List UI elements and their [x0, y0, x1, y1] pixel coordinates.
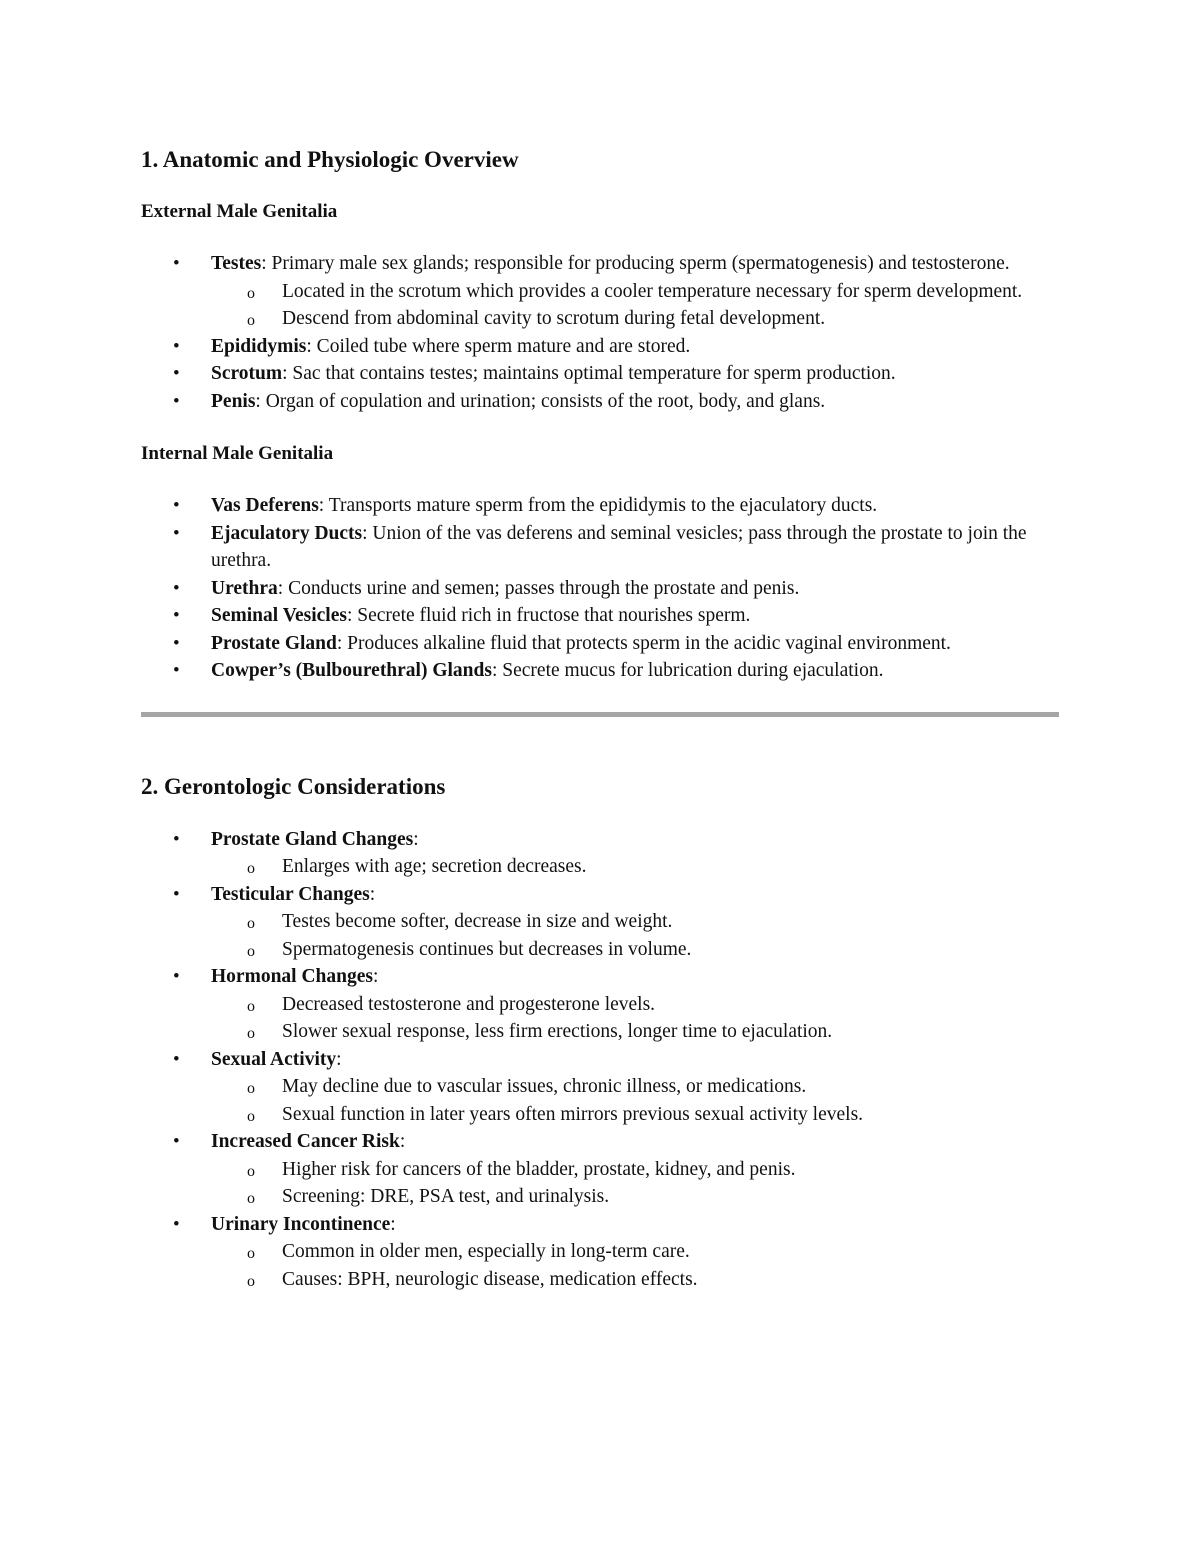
term: Epididymis	[211, 335, 307, 357]
list-item	[141, 575, 1059, 603]
term: Cowper’s (Bulbourethral) Glands	[211, 660, 492, 681]
bullet-icon: •	[173, 883, 180, 905]
definition: : Primary male sex glands; responsible for producing sperm (spermatogenesis) and testosterone.	[261, 253, 1010, 274]
sub-bullet-icon: o	[247, 1162, 255, 1180]
term: Penis	[211, 390, 256, 412]
term: Seminal Vesicles	[211, 605, 347, 626]
definition: : Sac that contains testes; maintains optimal temperature for sperm production.	[282, 363, 896, 384]
sub-bullet-icon: o	[247, 1080, 255, 1097]
sub-list	[211, 1073, 1059, 1128]
bullet-icon: •	[173, 253, 180, 274]
list-item: • Prostate Gland Changes: o Enlarges with age; secretion decreases.	[141, 826, 1059, 881]
sub-bullet-icon: o	[247, 915, 255, 932]
sub-list-item: o Slower sexual response, less firm erections, longer time to ejaculation.	[211, 1018, 1059, 1046]
list-item	[141, 333, 1059, 361]
term: Vas Deferens	[211, 495, 319, 516]
internal-genitalia-list	[141, 492, 1059, 685]
bullet-icon: •	[173, 577, 180, 599]
sub-list	[211, 908, 1059, 963]
sub-bullet-icon: o	[247, 1245, 255, 1262]
sub-list-item: o May decline due to vascular issues, chronic illness, or medications.	[211, 1073, 1059, 1101]
list-item	[141, 388, 1059, 416]
sub-bullet-icon: o	[247, 1190, 255, 1207]
bullet-icon: •	[173, 1048, 180, 1070]
sub-list	[211, 278, 1059, 333]
bullet-icon: •	[173, 632, 180, 654]
subheading-internal-genitalia: Internal Male Genitalia	[141, 443, 334, 464]
subheading-external-genitalia: External Male Genitalia	[141, 201, 338, 222]
sub-bullet-icon: o	[247, 1272, 255, 1290]
bullet-icon: •	[173, 1213, 180, 1235]
sub-list-item: o Higher risk for cancers of the bladder, prostate, kidney, and penis.	[211, 1156, 1059, 1184]
sub-bullet-icon: o	[247, 284, 255, 302]
horizontal-rule	[141, 712, 1059, 717]
external-genitalia-list	[141, 250, 1059, 415]
term: Testicular Changes	[211, 883, 370, 905]
sub-list-item: o Testes become softer, decrease in size and weight.	[211, 908, 1059, 936]
definition: : Organ of copulation and urination; consists of the root, body, and glans.	[255, 390, 826, 412]
list-item	[141, 360, 1059, 388]
list-item	[141, 657, 1059, 685]
bullet-icon: •	[173, 966, 180, 987]
sub-bullet-icon: o	[247, 1107, 255, 1125]
term: Sexual Activity	[211, 1048, 337, 1070]
bullet-icon: •	[173, 828, 180, 850]
definition: : Coiled tube where sperm mature and are stored.	[306, 335, 691, 357]
list-item: • Increased Cancer Risk: o Higher risk for cancers of the bladder, prostate, kidney, and penis. o Screening: DRE, PSA test, and urinalysis.	[141, 1128, 1059, 1211]
sub-bullet-icon: o	[247, 860, 255, 877]
sub-list-item: o Screening: DRE, PSA test, and urinalysis.	[211, 1183, 1059, 1211]
term: Prostate Gland Changes	[211, 828, 414, 850]
bullet-icon: •	[173, 1131, 180, 1152]
list-item: • Testicular Changes: o Testes become softer, decrease in size and weight. o Spermatogenesis continues but decreases in volume.	[141, 881, 1059, 964]
sub-list	[211, 853, 1059, 881]
sub-list-item: o Descend from abdominal cavity to scrotum during fetal development.	[211, 305, 1059, 333]
list-item: • Sexual Activity: o May decline due to vascular issues, chronic illness, or medications. o Sexual function in later years often mirrors previous sexual activity levels.	[141, 1046, 1059, 1129]
list-item	[141, 630, 1059, 658]
list-item	[141, 602, 1059, 630]
section-title-gerontologic: 2. Gerontologic Considerations	[141, 773, 446, 799]
sub-list-item: o Common in older men, especially in long-term care.	[211, 1238, 1059, 1266]
list-item	[141, 250, 1059, 333]
section-title-anatomic-overview: 1. Anatomic and Physiologic Overview	[141, 147, 519, 172]
list-item: • Urinary Incontinence: o Common in older men, especially in long-term care. o Causes: BPH, neurologic disease, medication effects.	[141, 1211, 1059, 1294]
term: Urinary Incontinence	[211, 1213, 391, 1235]
sub-list-item: o Located in the scrotum which provides a cooler temperature necessary for sperm development.	[211, 278, 1059, 306]
term: Scrotum	[211, 363, 283, 384]
term: Prostate Gland	[211, 632, 337, 654]
sub-bullet-icon: o	[247, 1025, 255, 1042]
term: Testes	[211, 253, 262, 274]
sub-bullet-icon: o	[247, 942, 255, 960]
list-item	[141, 492, 1059, 520]
sub-list-item: o Spermatogenesis continues but decreases in volume.	[211, 936, 1059, 964]
term: Hormonal Changes	[211, 966, 373, 987]
bullet-icon: •	[173, 495, 180, 516]
gerontologic-list	[141, 826, 1059, 1294]
sub-list-item: o Decreased testosterone and progesterone levels.	[211, 991, 1059, 1019]
list-item	[141, 520, 1059, 575]
document-page	[141, 140, 1059, 1293]
definition: : Conducts urine and semen; passes through the prostate and penis.	[277, 577, 800, 599]
bullet-icon: •	[173, 522, 180, 544]
bullet-icon: •	[173, 335, 180, 357]
sub-list	[211, 1238, 1059, 1293]
bullet-icon: •	[173, 390, 180, 412]
definition: : Secrete fluid rich in fructose that nourishes sperm.	[346, 605, 751, 626]
sub-list	[211, 991, 1059, 1046]
list-item: • Hormonal Changes: o Decreased testosterone and progesterone levels. o Slower sexual response, less firm erections, longer time to ejaculation.	[141, 963, 1059, 1046]
bullet-icon: •	[173, 363, 180, 384]
sub-list-item: o Sexual function in later years often mirrors previous sexual activity levels.	[211, 1101, 1059, 1129]
bullet-icon: •	[173, 660, 180, 681]
term: Ejaculatory Ducts	[211, 522, 363, 544]
definition: : Secrete mucus for lubrication during ejaculation.	[491, 660, 884, 681]
sub-bullet-icon: o	[247, 997, 255, 1015]
bullet-icon: •	[173, 605, 180, 626]
term: Increased Cancer Risk	[211, 1131, 400, 1152]
sub-bullet-icon: o	[247, 312, 255, 329]
sub-list-item: o Enlarges with age; secretion decreases.	[211, 853, 1059, 881]
definition: : Produces alkaline fluid that protects sperm in the acidic vaginal environment.	[336, 632, 951, 654]
term: Urethra	[211, 577, 278, 599]
definition: : Union of the vas deferens and seminal vesicles; pass through the prostate to join the urethra.	[211, 522, 1027, 571]
sub-list	[211, 1156, 1059, 1211]
definition: : Transports mature sperm from the epididymis to the ejaculatory ducts.	[318, 495, 878, 516]
sub-list-item: o Causes: BPH, neurologic disease, medication effects.	[211, 1266, 1059, 1294]
